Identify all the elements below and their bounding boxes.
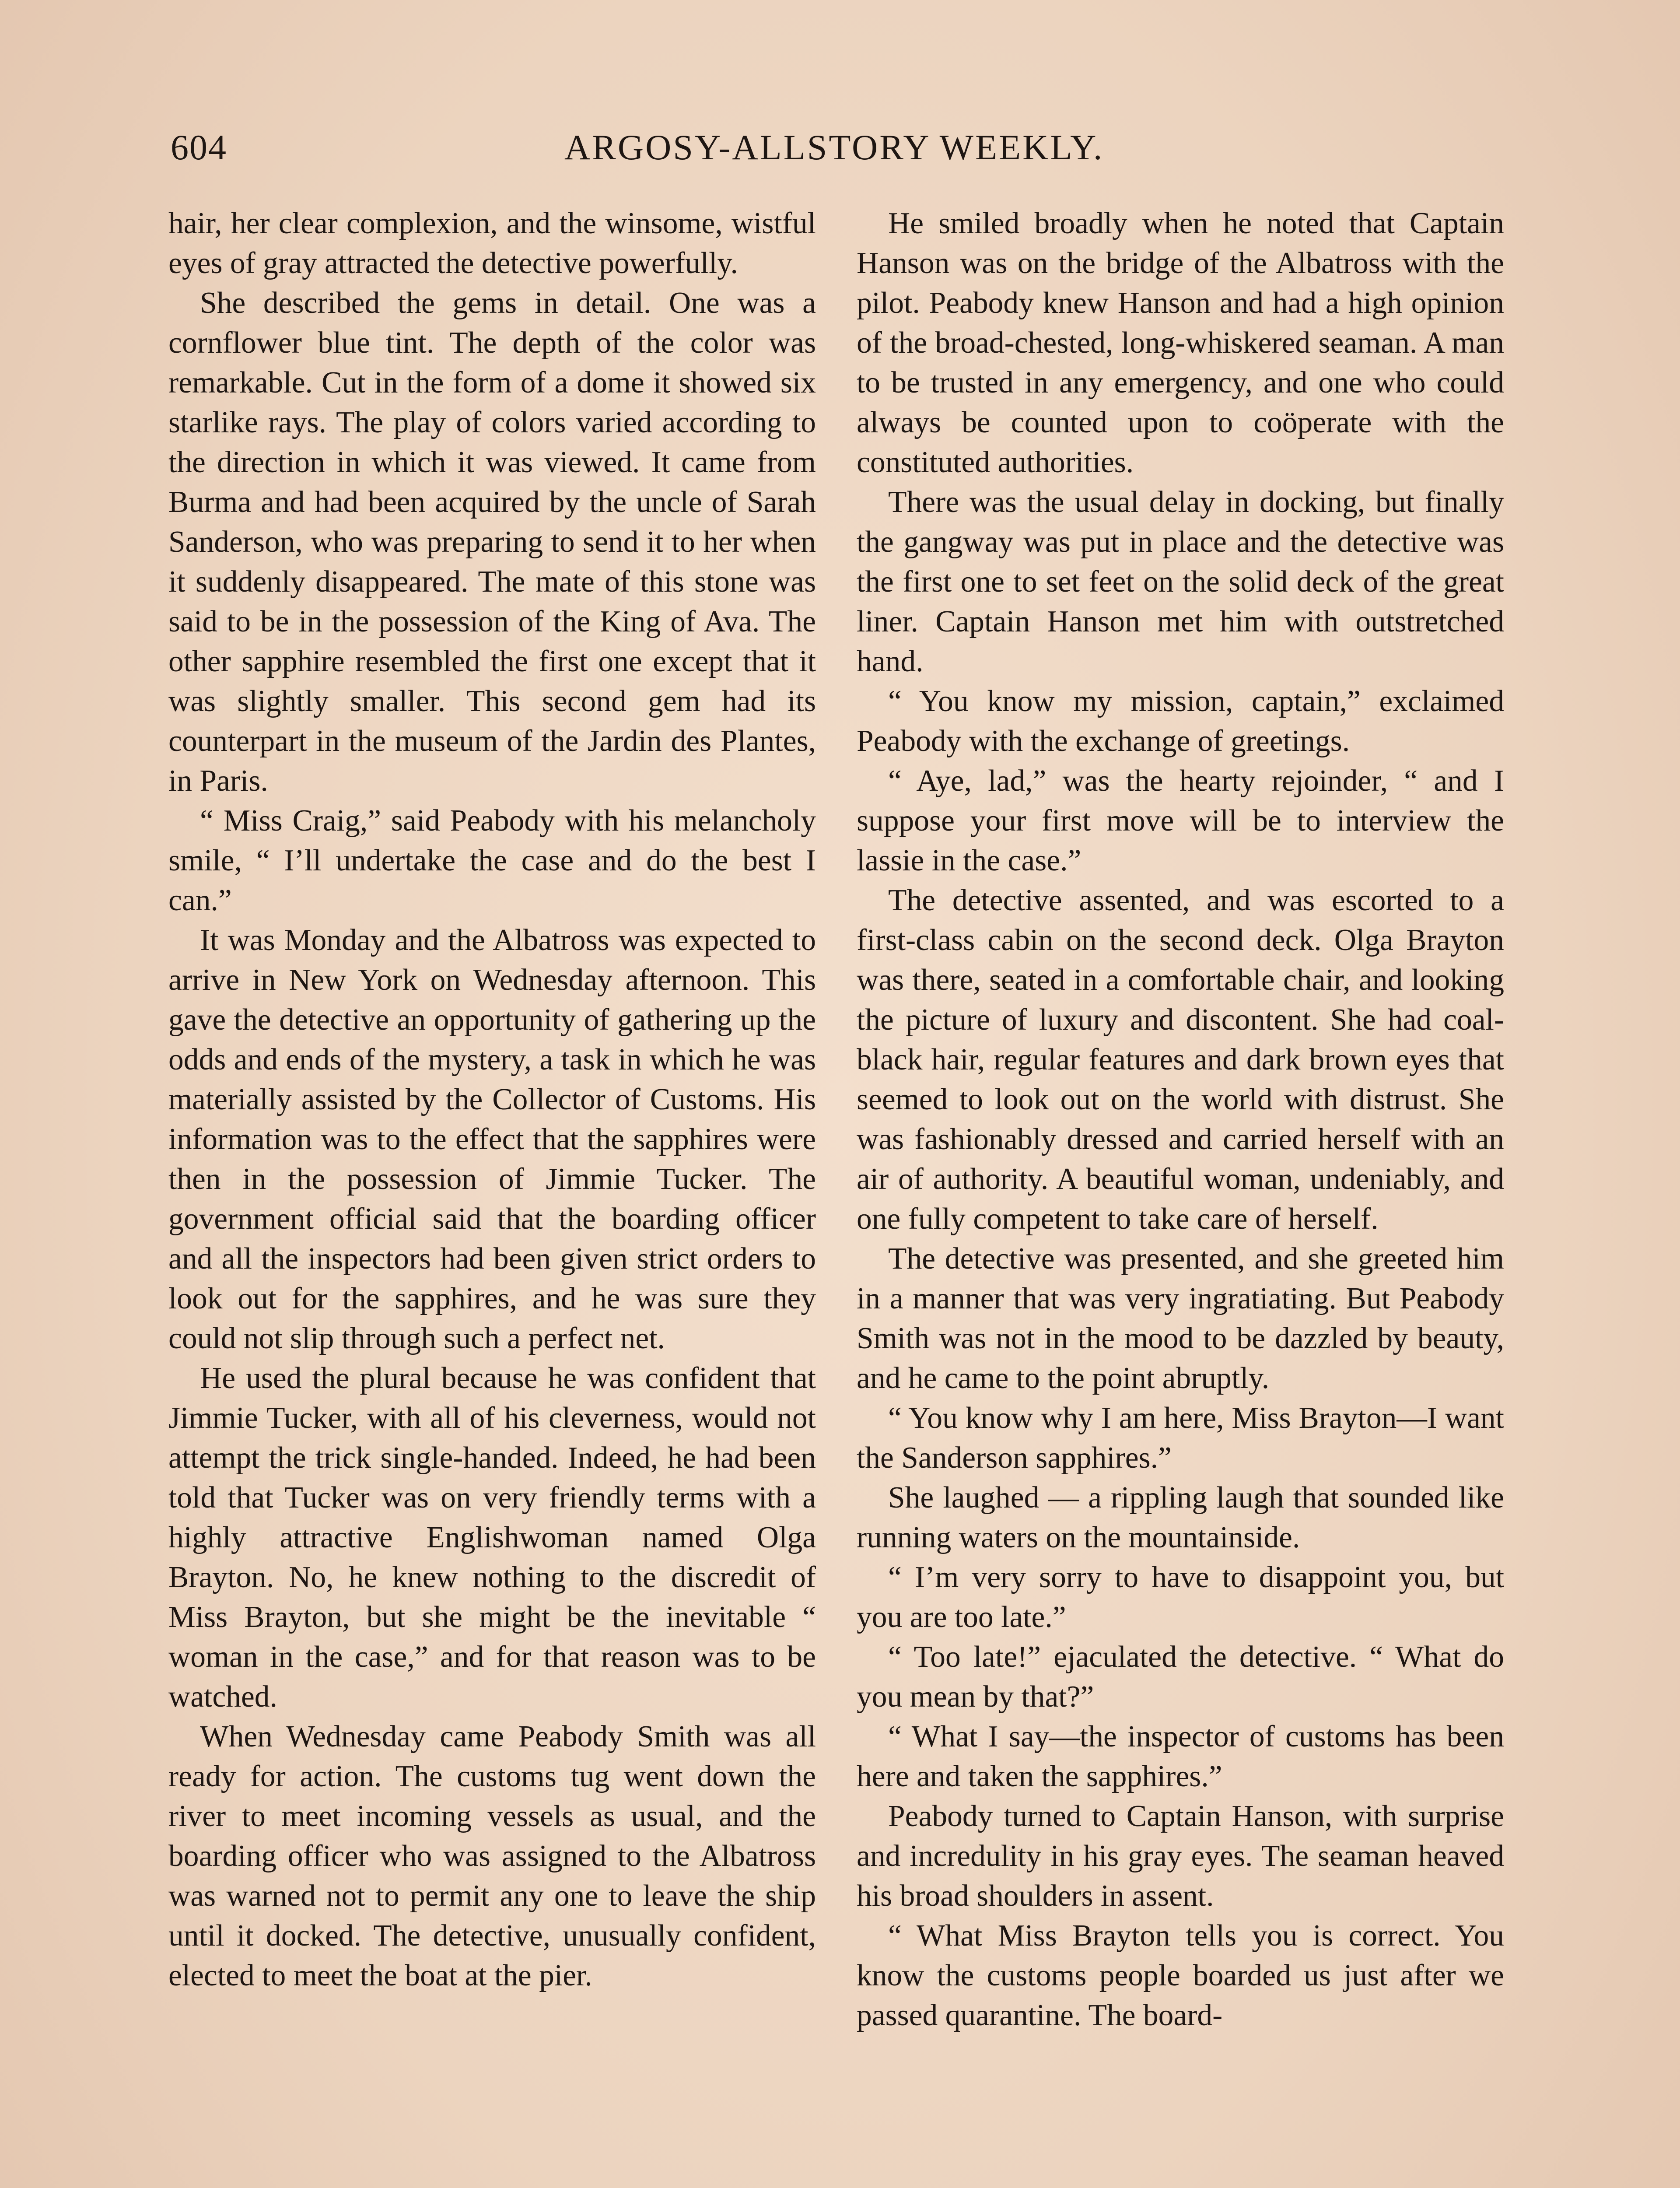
paragraph: It was Monday and the Albatross was expected to arrive in New York on Wednesday afternoon. This gave the detective an opportunity of gathering up the odds and ends of the mystery, a task in which he was materially assisted by the Collector of Customs. His information was to the effect that the sapphires were then in the possession of Jimmie Tucker. The government official said that the boarding officer and all the inspectors had been given strict orders to look out for the sapphires, and he was sure they could not slip through such a perfect net. xyxy=(168,923,816,1355)
right-column xyxy=(857,203,1504,2035)
paragraph: He smiled broadly when he noted that Captain Hanson was on the bridge of the Albatross with the pilot. Peabody knew Hanson and had a high opinion of the broad-chested, long-whiskered seaman. A man to be trusted in any emergency, and one who could always be counted upon to coöperate with the constituted authorities. xyxy=(857,207,1504,479)
paragraph: “ You know why I am here, Miss Brayton—I want the Sanderson sapphires.” xyxy=(857,1401,1504,1475)
paragraph: She described the gems in detail. One was a cornflower blue tint. The depth of the color was remarkable. Cut in the form of a dome it showed six starlike rays. The play of colors varied according to the direction in which it was viewed. It came from Burma and had been acquired by the uncle of Sarah Sanderson, who was preparing to send it to her when it suddenly disappeared. The mate of this stone was said to be in the possession of the King of Ava. The other sapphire resembled the first one except that it was slightly smaller. This second gem had its counterpart in the museum of the Jardin des Plantes, in Paris. xyxy=(168,286,816,798)
paragraph: There was the usual delay in docking, but finally the gangway was put in place and the detective was the first one to set feet on the solid deck of the great liner. Captain Hanson met him with outstretched hand. xyxy=(857,485,1504,678)
page-header xyxy=(171,127,1142,175)
left-column xyxy=(168,203,816,1995)
paragraph: She laughed — a rippling laugh that sounded like running waters on the mountainside. xyxy=(857,1481,1504,1554)
paragraph: “ Miss Craig,” said Peabody with his melancholy smile, “ I’ll undertake the case and do the best I can.” xyxy=(168,804,816,917)
paragraph: The detective was presented, and she greeted him in a manner that was very ingratiating. But Peabody Smith was not in the mood to be dazzled by beauty, and he came to the point abruptly. xyxy=(857,1242,1504,1395)
paragraph: He used the plural because he was confident that Jimmie Tucker, with all of his cleverness, would not attempt the trick single-handed. Indeed, he had been told that Tucker was on very friendly terms with a highly attractive Englishwoman named Olga Brayton. No, he knew nothing to the discredit of Miss Brayton, but she might be the inevitable “ woman in the case,” and for that reason was to be watched. xyxy=(168,1361,816,1714)
paragraph: “ You know my mission, captain,” exclaimed Peabody with the exchange of greetings. xyxy=(857,684,1504,758)
paragraph: “ What I say—the inspector of customs has been here and taken the sapphires.” xyxy=(857,1720,1504,1793)
paragraph: “ Aye, lad,” was the hearty rejoinder, “ and I suppose your first move will be to interview the lassie in the case.” xyxy=(857,764,1504,877)
paragraph: hair, her clear complexion, and the winsome, wistful eyes of gray attracted the detective powerfully. xyxy=(168,207,816,280)
paragraph: “ I’m very sorry to have to disappoint you, but you are too late.” xyxy=(857,1560,1504,1634)
page-number: 604 xyxy=(171,127,227,167)
running-head: ARGOSY-ALLSTORY WEEKLY. xyxy=(564,127,1104,167)
paragraph: “ What Miss Brayton tells you is correct. You know the customs people boarded us just after we passed quarantine. The board- xyxy=(857,1919,1504,2032)
paragraph: The detective assented, and was escorted to a first-class cabin on the second deck. Olga Brayton was there, seated in a comfortable chair, and looking the picture of luxury and discontent. She had coal-black hair, regular features and dark brown eyes that seemed to look out on the world with distrust. She was fashionably dressed and carried herself with an air of authority. A beautiful woman, undeniably, and one fully competent to take care of herself. xyxy=(857,884,1504,1236)
paragraph: When Wednesday came Peabody Smith was all ready for action. The customs tug went down the river to meet incoming vessels as usual, and the boarding officer who was assigned to the Albatross was warned not to permit any one to leave the ship until it docked. The detective, unusually confident, elected to meet the boat at the pier. xyxy=(168,1720,816,1992)
paragraph: Peabody turned to Captain Hanson, with surprise and incredulity in his gray eyes. The seaman heaved his broad shoulders in assent. xyxy=(857,1799,1504,1913)
paragraph: “ Too late!” ejaculated the detective. “ What do you mean by that?” xyxy=(857,1640,1504,1714)
